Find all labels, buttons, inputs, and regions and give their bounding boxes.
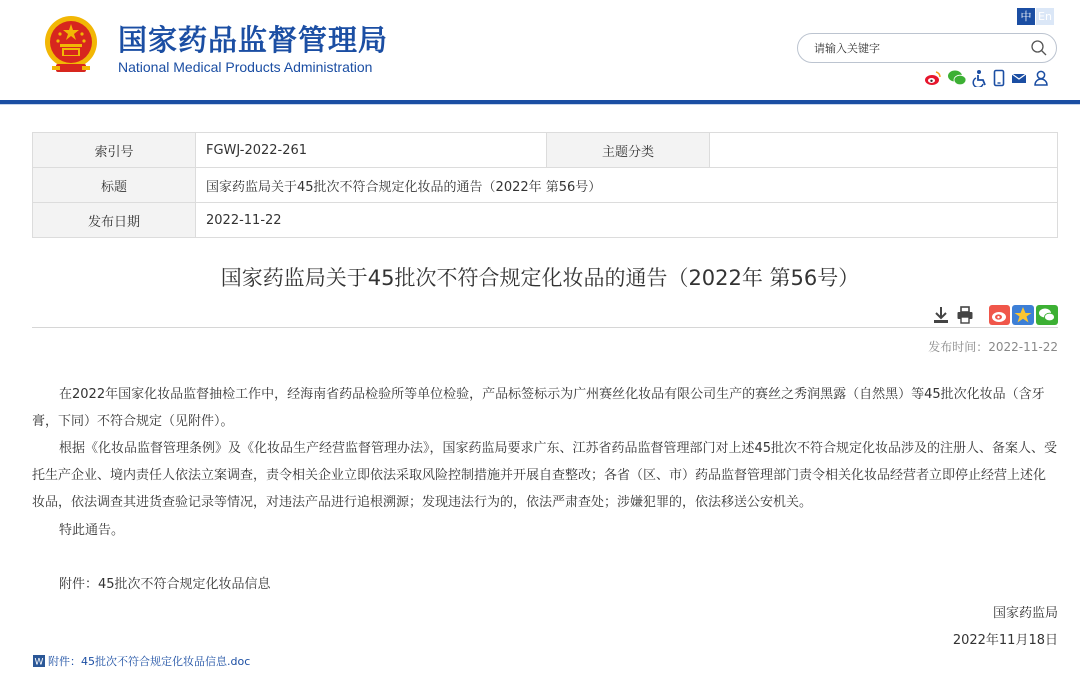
document-meta-table (32, 132, 1058, 238)
title-value: 国家药监局关于45批次不符合规定化妆品的通告（2022年 第56号） (196, 168, 1058, 203)
attachment-download-link[interactable] (32, 654, 250, 670)
accessibility-icon[interactable] (972, 69, 988, 87)
date-label: 发布日期 (33, 203, 196, 238)
attachment-note: 附件：45批次不符合规定化妆品信息 (59, 577, 271, 592)
user-icon[interactable] (1033, 69, 1049, 87)
paragraph-1: 在2022年国家化妆品监督抽检工作中，经海南省药品检验所等单位检验，产品标签标示为广州赛丝化妆品有限公司生产的赛丝之秀润黑露（自然黑）等45批次化妆品（含牙膏，下同）不符合规定（见附件）。 (32, 387, 1045, 429)
mobile-icon[interactable] (993, 69, 1005, 87)
national-emblem-icon (42, 14, 100, 76)
signature-date: 2022年11月18日 (952, 633, 1058, 648)
header-divider-light (0, 104, 1080, 105)
wechat-icon[interactable] (947, 69, 967, 87)
lang-en-button[interactable]: En (1036, 8, 1054, 25)
mail-icon[interactable] (1011, 69, 1027, 87)
word-doc-icon (32, 654, 46, 668)
site-header (0, 0, 1080, 100)
paragraph-2: 根据《化妆品监督管理条例》及《化妆品生产经营监督管理办法》，国家药监局要求广东、江苏省药品监督管理部门对上述45批次不符合规定化妆品涉及的注册人、备案人、受托生产企业、境内责任人依法立案调查，责令相关企业立即依法采取风险控制措施并开展自查整改；各省（区、市）药品监督管理部门责令相关化妆品经营者立即停止经营上述化妆品，依法调查其进货查验记录等情况，对违法产品进行追根溯源；发现违法行为的，依法严肃查处；涉嫌犯罪的，依法移送公安机关。 (32, 441, 1058, 510)
download-icon[interactable] (932, 305, 950, 325)
svg-text:W: W (34, 657, 44, 668)
title-divider (32, 327, 1058, 328)
title-label: 标题 (33, 168, 196, 203)
qzone-share-icon[interactable] (1012, 305, 1034, 325)
category-value (710, 133, 1058, 168)
date-value: 2022-11-22 (196, 203, 1058, 238)
index-label: 索引号 (33, 133, 196, 168)
attachment-link-text[interactable]: 附件：45批次不符合规定化妆品信息.doc (48, 655, 251, 668)
category-label: 主题分类 (547, 133, 710, 168)
site-name-cn[interactable]: 国家药品监督管理局 (118, 23, 389, 57)
article-title: 国家药监局关于45批次不符合规定化妆品的通告（2022年 第56号） (220, 266, 860, 290)
print-icon[interactable] (956, 305, 974, 325)
wechat-share-icon[interactable] (1036, 305, 1058, 325)
weibo-share-icon[interactable] (989, 305, 1010, 325)
signature-org: 国家药监局 (992, 606, 1058, 621)
search-input[interactable] (814, 40, 1014, 56)
site-name-en[interactable]: National Medical Products Administration (118, 59, 373, 75)
weibo-icon[interactable] (924, 69, 942, 87)
search-box[interactable] (797, 33, 1057, 63)
lang-zh-button[interactable]: 中 (1017, 8, 1035, 25)
publish-time: 发布时间：2022-11-22 (928, 340, 1058, 354)
search-icon[interactable] (1030, 39, 1048, 57)
index-value: FGWJ-2022-261 (196, 133, 547, 168)
paragraph-3: 特此通告。 (59, 523, 125, 538)
